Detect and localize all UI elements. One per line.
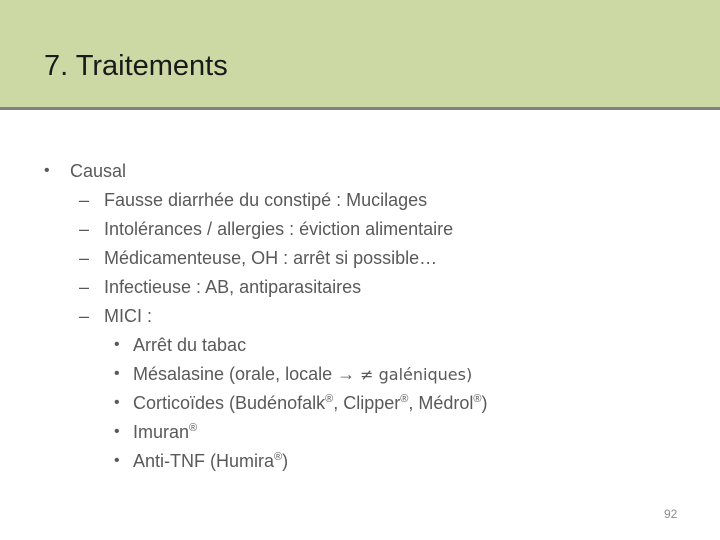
slide-title: 7. Traitements <box>44 50 228 82</box>
bullet-icon: • <box>114 365 120 382</box>
sub-item: Intolérances / allergies : éviction alimentaire <box>104 219 454 239</box>
page-number: 92 <box>664 507 678 521</box>
mici-item-mesalasine <box>133 363 472 386</box>
registered-mark: ® <box>274 451 283 463</box>
mici-item-tabac: Arrêt du tabac <box>133 335 247 355</box>
registered-mark: ® <box>325 393 334 405</box>
sub-item-mici: MICI : <box>104 306 152 326</box>
sub-item: Médicamenteuse, OH : arrêt si possible… <box>104 248 438 268</box>
dash-icon: – <box>79 277 90 297</box>
antitnf-text: ) <box>282 451 289 471</box>
registered-mark: ® <box>400 393 409 405</box>
registered-mark: ® <box>189 422 198 434</box>
dash-icon: – <box>79 190 90 210</box>
bullet-icon: • <box>114 336 120 353</box>
bullet-icon: • <box>114 452 120 469</box>
cortico-text: , Médrol <box>408 393 474 413</box>
sub-item: Infectieuse : AB, antiparasitaires <box>104 277 362 297</box>
imuran-text: Imuran <box>133 422 190 442</box>
antitnf-text: Anti-TNF (Humira <box>133 451 275 471</box>
bullet-icon: • <box>114 394 120 411</box>
mici-item-imuran <box>133 421 197 443</box>
mici-item-corticoides <box>133 392 488 414</box>
sub-item: Fausse diarrhée du constipé : Mucilages <box>104 190 428 210</box>
registered-mark: ® <box>473 393 482 405</box>
cortico-text: , Clipper <box>333 393 401 413</box>
bullet-icon: • <box>114 423 120 440</box>
mesalasine-galeniques: ≠ galéniques) <box>360 365 473 384</box>
cortico-text: Corticoïdes (Budénofalk <box>133 393 326 413</box>
mici-item-antitnf <box>133 450 288 472</box>
dash-icon: – <box>79 219 90 239</box>
dash-icon: – <box>79 248 90 268</box>
mesalasine-text: Mésalasine (orale, locale <box>133 364 333 384</box>
cortico-text: ) <box>481 393 488 413</box>
arrow-icon: → <box>337 364 356 384</box>
bullet-icon: • <box>44 162 50 179</box>
bullet-causal: Causal <box>70 161 127 181</box>
dash-icon: – <box>79 306 90 326</box>
